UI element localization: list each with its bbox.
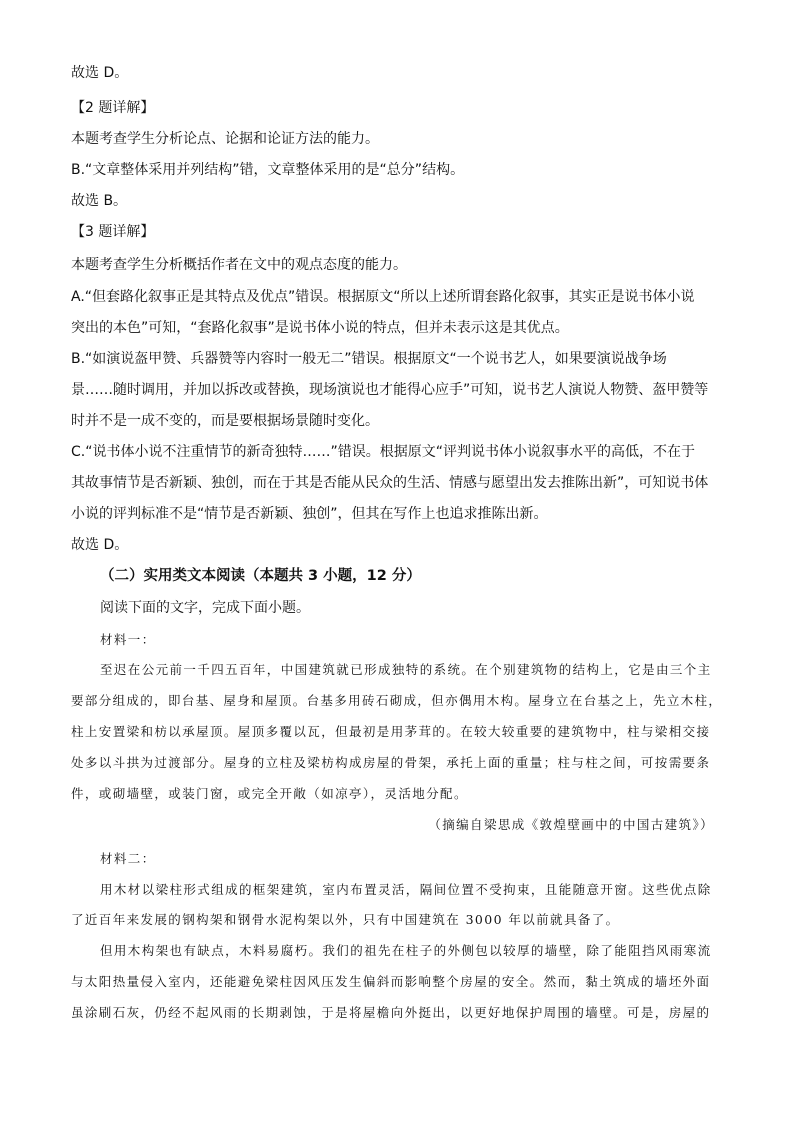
q3-option-a-line-1: A.“但套路化叙事正是其特点及优点”错误。根据原文“所以上述所谓套路化叙事，其实正是说书体小说 xyxy=(71,289,695,305)
q3-option-c-line-2: 其故事情节是否新颖、独创，而在于其是否能从民众的生活、情感与愿望出发去推陈出新”，可知说书体 xyxy=(71,475,709,491)
q3-option-b-line-1: B.“如演说盔甲赞、兵器赞等内容时一般无二”错误。根据原文“一个说书艺人，如果要演说战争场 xyxy=(71,351,667,367)
material-1-label: 材料一： xyxy=(100,632,156,647)
q3-option-b-line-3: 时并不是一成不变的，而是要根据场景随时变化。 xyxy=(71,413,379,429)
section-2-title: （二）实用类文本阅读（本题共 3 小题，12 分） xyxy=(100,568,421,584)
q3-option-b-line-2: 景……随时调用，并加以拆改或替换，现场演说也才能得心应手”可知，说书艺人演说人物赞、盔甲赞等 xyxy=(71,382,709,398)
material-2-p1-line-2: 了近百年来发展的钢构架和钢骨水泥构架以外，只有中国建筑在 3000 年以前就具备了。 xyxy=(71,912,620,927)
material-2-label: 材料二： xyxy=(100,851,156,866)
q3-heading: 【3 题详解】 xyxy=(71,224,155,240)
q2-answer: 故选 B。 xyxy=(71,193,128,209)
q2-heading: 【2 题详解】 xyxy=(71,100,155,116)
q2-line-2: B.“文章整体采用并列结构”错，文章整体采用的是“总分”结构。 xyxy=(71,162,465,178)
material-2-p1-line-1: 用木材以梁柱形式组成的框架建筑，室内布置灵活，隔间位置不受拘束，且能随意开窗。这些优点除 xyxy=(100,882,712,897)
q3-option-c-line-1: C.“说书体小说不注重情节的新奇独特……”错误。根据原文“评判说书体小说叙事水平的高低，不在于 xyxy=(71,444,695,460)
material-1-line-5: 件，或砌墙壁，或装门窗，或完全开敞（如凉亭），灵活地分配。 xyxy=(71,786,468,801)
q3-line-1: 本题考查学生分析概括作者在文中的观点态度的能力。 xyxy=(71,257,407,273)
q3-answer: 故选 D。 xyxy=(71,537,129,553)
material-1-source: （摘编自梁思成《敦煌壁画中的中国古建筑》） xyxy=(428,817,714,832)
material-1-line-3: 柱上安置梁和枋以承屋顶。屋顶多覆以瓦，但最初是用茅茸的。在较大较重要的建筑物中，柱与梁相交接 xyxy=(71,724,711,739)
material-2-p2-line-2: 与太阳热量侵入室内，还能避免梁柱因风压发生偏斜而影响整个房屋的安全。然而，黏土筑成的墙坯外面 xyxy=(71,974,711,989)
material-1-line-1: 至迟在公元前一千四五百年，中国建筑就已形成独特的系统。在个别建筑物的结构上，它是由三个主 xyxy=(100,662,712,677)
material-1-line-4: 处多以斗拱为过渡部分。屋身的立柱及梁枋构成房屋的骨架，承托上面的重量；柱与柱之间，可按需要条 xyxy=(71,755,711,770)
q2-line-1: 本题考查学生分析论点、论据和论证方法的能力。 xyxy=(71,131,379,147)
answer-1: 故选 D。 xyxy=(71,65,129,81)
section-2-instruction: 阅读下面的文字，完成下面小题。 xyxy=(100,600,310,616)
q3-option-a-line-2: 突出的本色”可知，“套路化叙事”是说书体小说的特点，但并未表示这是其优点。 xyxy=(71,320,569,336)
material-2-p2-line-3: 虽涂刷石灰，仍经不起风雨的长期剥蚀，于是将屋檐向外挺出，以更好地保护周围的墙壁。可是，房屋的 xyxy=(71,1005,711,1020)
q3-option-c-line-3: 小说的评判标准不是“情节是否新颖、独创”，但其在写作上也追求推陈出新。 xyxy=(71,506,548,522)
material-2-p2-line-1: 但用木构架也有缺点，木料易腐朽。我们的祖先在柱子的外侧包以较厚的墙壁，除了能阻挡风雨寒流 xyxy=(100,943,712,958)
material-1-line-2: 要部分组成的，即台基、屋身和屋顶。台基多用砖石砌成，但亦偶用木构。屋身立在台基之上，先立木柱， xyxy=(71,693,723,708)
